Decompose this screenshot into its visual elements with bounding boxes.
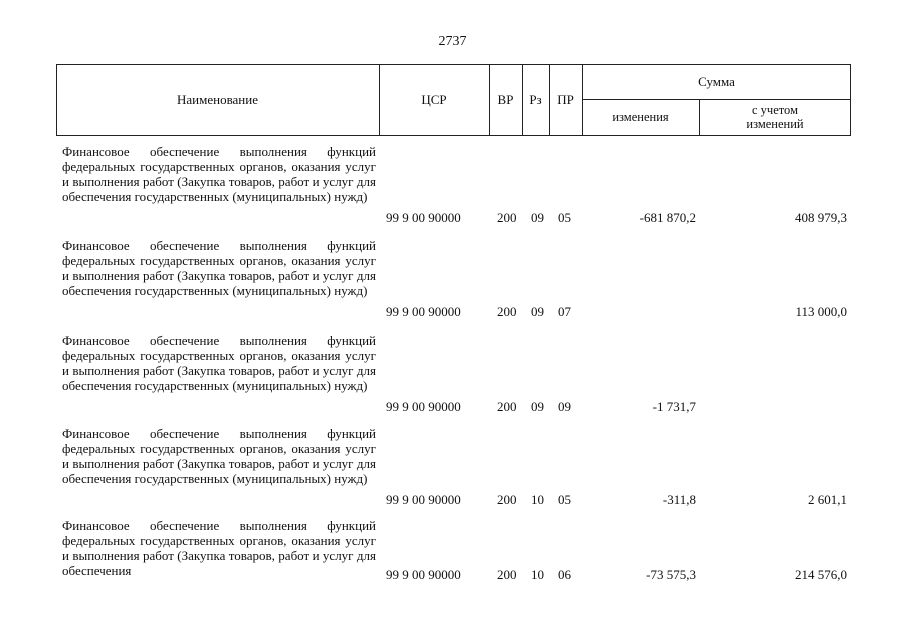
page-number: 2737 — [438, 34, 467, 49]
row-changes: -73 575,3 — [646, 567, 696, 582]
table-row — [0, 238, 905, 328]
row-name: Финансовое обеспечение выполнения функций федеральных государственных органов, оказания услуг и выполнения работ (Закупка товаров, работ и услуг для обеспечения государственных (муниципальных) нужд) — [62, 144, 376, 204]
row-pr: 09 — [558, 399, 571, 414]
row-pr: 07 — [558, 304, 571, 319]
row-name: Финансовое обеспечение выполнения функций федеральных государственных органов, оказания услуг и выполнения работ (Закупка товаров, работ и услуг для обеспечения государственных (муниципальных) нужд) — [62, 426, 376, 486]
row-vr: 200 — [497, 567, 517, 582]
table-row — [0, 333, 905, 423]
table-row — [0, 426, 905, 516]
row-changes: -681 870,2 — [639, 210, 696, 225]
table-header — [56, 64, 851, 136]
row-vr: 200 — [497, 399, 517, 414]
row-name: Финансовое обеспечение выполнения функций федеральных государственных органов, оказания услуг и выполнения работ (Закупка товаров, работ и услуг для обеспечения государственных (муниципальных) нужд) — [62, 333, 376, 393]
row-vr: 200 — [497, 304, 517, 319]
row-rz: 09 — [531, 210, 544, 225]
header-summa: Сумма — [698, 74, 735, 89]
row-rz: 09 — [531, 304, 544, 319]
row-with-changes: 214 576,0 — [795, 567, 847, 582]
row-name: Финансовое обеспечение выполнения функций федеральных государственных органов, оказания услуг и выполнения работ (Закупка товаров, работ и услуг для обеспечения государственных (муниципальных) нужд) — [62, 238, 376, 298]
table-row — [0, 144, 905, 234]
table-row — [0, 518, 905, 593]
header-with-changes: с учетом изменений — [746, 103, 804, 131]
row-pr: 05 — [558, 492, 571, 507]
row-csr: 99 9 00 90000 — [386, 304, 461, 319]
header-changes: изменения — [612, 110, 669, 124]
header-vr: ВР — [497, 92, 514, 107]
row-csr: 99 9 00 90000 — [386, 567, 461, 582]
header-name: Наименование — [177, 92, 258, 107]
row-name-clip — [62, 518, 376, 593]
row-pr: 06 — [558, 567, 571, 582]
row-changes: -1 731,7 — [652, 399, 696, 414]
row-name: Финансовое обеспечение выполнения функций федеральных государственных органов, оказания услуг и выполнения работ (Закупка товаров, работ и услуг для обеспечения — [62, 518, 376, 578]
row-pr: 05 — [558, 210, 571, 225]
header-pr: ПР — [557, 92, 574, 107]
row-with-changes: 408 979,3 — [795, 210, 847, 225]
header-csr: ЦСР — [421, 92, 447, 107]
row-vr: 200 — [497, 210, 517, 225]
row-changes: -311,8 — [662, 492, 696, 507]
row-with-changes: 2 601,1 — [808, 492, 847, 507]
row-rz: 09 — [531, 399, 544, 414]
row-csr: 99 9 00 90000 — [386, 210, 461, 225]
header-rz: Рз — [529, 92, 542, 107]
row-rz: 10 — [531, 492, 544, 507]
row-csr: 99 9 00 90000 — [386, 492, 461, 507]
row-vr: 200 — [497, 492, 517, 507]
row-rz: 10 — [531, 567, 544, 582]
row-csr: 99 9 00 90000 — [386, 399, 461, 414]
row-with-changes: 113 000,0 — [795, 304, 847, 319]
